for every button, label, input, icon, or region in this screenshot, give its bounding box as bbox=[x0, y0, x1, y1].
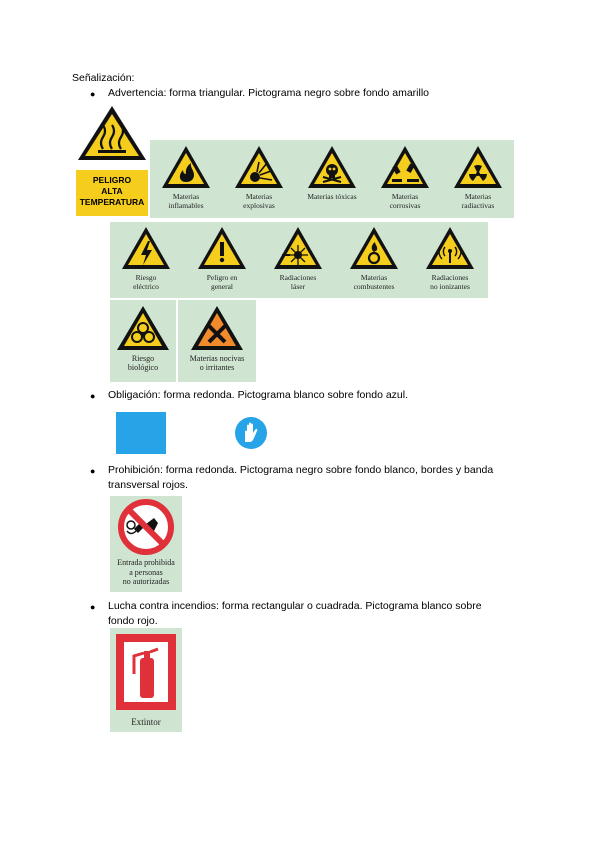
flame-icon bbox=[160, 144, 212, 190]
sign-biologico: Riesgo biológico bbox=[110, 300, 176, 382]
radiation-icon bbox=[452, 144, 504, 190]
sign-laser: Radiaciones láser bbox=[262, 225, 334, 301]
oxidizer-icon bbox=[348, 225, 400, 271]
sign-radiactivas: Materias radiactivas bbox=[442, 144, 514, 220]
bullet-dot: ● bbox=[90, 391, 96, 401]
bullet-incendios-line2: fondo rojo. bbox=[108, 615, 158, 627]
hot-surface-sign bbox=[76, 103, 148, 215]
extinguisher-label: Extintor bbox=[131, 717, 161, 727]
hot-surface-label: PELIGRO ALTA TEMPERATURA bbox=[76, 170, 148, 216]
biohazard-icon bbox=[115, 304, 171, 352]
extinguisher-red-panel bbox=[116, 634, 176, 710]
fire-extinguisher-icon bbox=[116, 634, 176, 710]
sign-explosivas: Materias explosivas bbox=[223, 144, 295, 220]
bullet-dot: ● bbox=[90, 602, 96, 612]
gloves-mandatory-sign bbox=[234, 412, 268, 454]
bullet-incendios-line1: Lucha contra incendios: forma rectangular o cuadrada. Pictograma blanco sobre bbox=[108, 600, 482, 612]
bullet-dot: ● bbox=[90, 466, 96, 476]
page-heading: Señalización: bbox=[72, 72, 135, 84]
extinguisher-sign bbox=[110, 628, 182, 732]
bullet-prohibicion-line2: transversal rojos. bbox=[108, 479, 188, 491]
hot-surface-icon bbox=[76, 103, 148, 163]
lightning-icon bbox=[120, 225, 172, 271]
skull-icon bbox=[306, 144, 358, 190]
sign-inflamables: Materias inflamables bbox=[150, 144, 222, 220]
sign-peligro-general: Peligro en general bbox=[186, 225, 258, 301]
sign-electrico: Riesgo eléctrico bbox=[110, 225, 182, 301]
explosion-icon bbox=[233, 144, 285, 190]
bullet-prohibicion-line1: Prohibición: forma redonda. Pictograma negro sobre fondo blanco, bordes y banda bbox=[108, 464, 494, 476]
x-cross-icon bbox=[189, 304, 245, 352]
sign-comburentes: Materias combustentes bbox=[338, 225, 410, 301]
exclamation-icon bbox=[196, 225, 248, 271]
no-entry-icon bbox=[110, 496, 182, 556]
bullet-obligacion: Obligación: forma redonda. Pictograma blanco sobre fondo azul. bbox=[108, 389, 409, 401]
sign-no-ionizantes: Radiaciones no ionizantes bbox=[414, 225, 486, 301]
bullet-dot: ● bbox=[90, 89, 96, 99]
warning-signs-row-1 bbox=[150, 140, 514, 218]
sign-nocivas: Materias nocivas o irritantes bbox=[178, 300, 256, 382]
blue-square-sample bbox=[116, 412, 166, 454]
bullet-advertencia: Advertencia: forma triangular. Pictograma negro sobre fondo amarillo bbox=[108, 87, 429, 99]
gloves-icon bbox=[234, 412, 268, 454]
antenna-icon bbox=[424, 225, 476, 271]
no-entry-sign: Entrada prohibida a personas no autorizadas bbox=[110, 496, 182, 592]
corrosive-icon bbox=[379, 144, 431, 190]
sign-corrosivas: Materias corrosivas bbox=[369, 144, 441, 220]
warning-signs-row-2 bbox=[110, 222, 488, 298]
laser-icon bbox=[272, 225, 324, 271]
sign-toxicas: Materias tóxicas bbox=[296, 144, 368, 220]
